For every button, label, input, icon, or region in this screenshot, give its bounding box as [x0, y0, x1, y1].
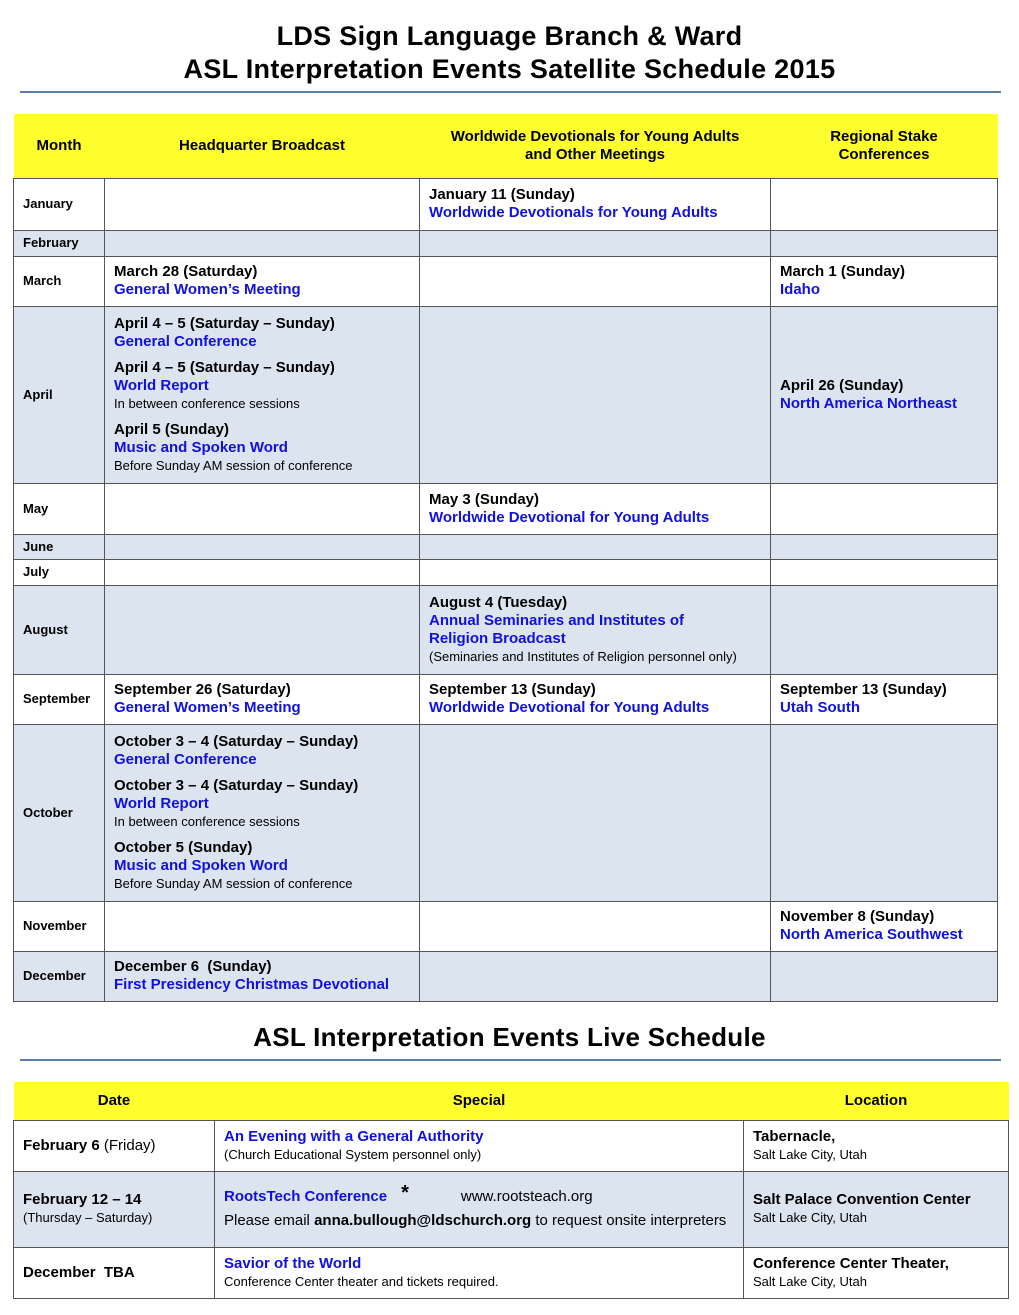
- email-suffix: to request onsite interpreters: [535, 1212, 727, 1229]
- event-date: January 11 (Sunday): [429, 186, 575, 203]
- title-divider: [20, 91, 1001, 93]
- row-march: [14, 256, 998, 306]
- row-april: [14, 306, 998, 483]
- live-date-cell: [14, 1247, 215, 1298]
- event-link[interactable]: Worldwide Devotionals for Young Adults: [429, 204, 718, 221]
- dev-cell: [420, 256, 771, 306]
- hq-cell: [105, 256, 420, 306]
- live-row: [14, 1171, 1009, 1247]
- event-link[interactable]: Annual Seminaries and Institutes of Religion Broadcast: [429, 611, 685, 647]
- live-event-note: Conference Center theater and tickets required.: [224, 1273, 499, 1289]
- event-link[interactable]: Worldwide Devotional for Young Adults: [429, 508, 710, 526]
- event-date: November 8 (Sunday): [780, 908, 935, 925]
- event-link[interactable]: Worldwide Devotional for Young Adults: [429, 699, 710, 716]
- month-label: January: [14, 178, 105, 230]
- dev-cell: [420, 534, 771, 559]
- hq-cell: [105, 230, 420, 256]
- email-prefix: Please email: [224, 1212, 310, 1229]
- hq-cell: [105, 559, 420, 585]
- event-block: [114, 777, 410, 831]
- asterisk-mark: *: [401, 1182, 409, 1204]
- hq-cell: [105, 483, 420, 534]
- event-date: April 4 – 5 (Saturday – Sunday): [114, 314, 335, 332]
- stake-cell: [771, 483, 998, 534]
- live-event-link[interactable]: An Evening with a General Authority: [224, 1127, 484, 1145]
- event-block: [114, 315, 410, 351]
- month-label: September: [14, 674, 105, 724]
- month-label: April: [14, 306, 105, 483]
- stake-cell: [771, 724, 998, 901]
- dev-cell: [420, 230, 771, 256]
- event-date: October 3 – 4 (Saturday – Sunday): [114, 732, 359, 750]
- month-label: July: [14, 559, 105, 585]
- dev-cell: [420, 483, 771, 534]
- month-label: May: [14, 483, 105, 534]
- live-event-line: [224, 1182, 734, 1206]
- event-date: December 6 (Sunday): [114, 958, 272, 975]
- row-november: [14, 901, 998, 951]
- live-special-cell: [215, 1171, 744, 1247]
- dev-cell: [420, 901, 771, 951]
- event-note: Before Sunday AM session of conference: [114, 457, 353, 473]
- row-september: [14, 674, 998, 724]
- stake-cell: [771, 951, 998, 1001]
- page-title-line1: LDS Sign Language Branch & Ward: [276, 21, 743, 51]
- event-date: March 28 (Saturday): [114, 263, 258, 280]
- live-event-note: (Church Educational System personnel only): [224, 1146, 482, 1162]
- live-schedule-table: [13, 1082, 1009, 1299]
- event-link[interactable]: Music and Spoken Word: [114, 856, 288, 874]
- live-city: Salt Lake City, Utah: [753, 1146, 867, 1162]
- hq-cell: [105, 951, 420, 1001]
- event-link[interactable]: General Conference: [114, 750, 257, 768]
- month-label: February: [14, 230, 105, 256]
- event-note: Before Sunday AM session of conference: [114, 875, 353, 891]
- live-date: February 12 – 14: [23, 1191, 142, 1208]
- event-note: In between conference sessions: [114, 813, 300, 829]
- event-date: April 4 – 5 (Saturday – Sunday): [114, 358, 335, 376]
- live-location-cell: [744, 1247, 1009, 1298]
- stake-cell: [771, 534, 998, 559]
- dev-cell: [420, 674, 771, 724]
- live-location: Tabernacle,: [753, 1127, 836, 1145]
- live-event-link[interactable]: Savior of the World: [224, 1254, 362, 1272]
- event-link[interactable]: Idaho: [780, 281, 820, 298]
- event-block: [114, 839, 410, 893]
- dev-cell: [420, 306, 771, 483]
- col-stake: Regional Stake Conferences: [771, 114, 998, 178]
- live-email-line: [224, 1212, 734, 1230]
- month-label: August: [14, 585, 105, 674]
- event-link[interactable]: General Women’s Meeting: [114, 281, 301, 298]
- row-june: [14, 534, 998, 559]
- col-location: Location: [744, 1082, 1009, 1120]
- stake-cell: [771, 559, 998, 585]
- row-may: [14, 483, 998, 534]
- col-date: Date: [14, 1082, 215, 1120]
- event-date: September 13 (Sunday): [780, 681, 947, 698]
- event-link[interactable]: World Report: [114, 794, 209, 812]
- event-link[interactable]: General Conference: [114, 332, 257, 350]
- event-date: September 13 (Sunday): [429, 681, 596, 698]
- event-block: [114, 421, 410, 475]
- live-day: (Thursday – Saturday): [23, 1210, 153, 1225]
- live-location: Salt Palace Convention Center: [753, 1191, 971, 1208]
- live-event-link[interactable]: RootsTech Conference: [224, 1188, 388, 1205]
- stake-cell: [771, 230, 998, 256]
- event-link[interactable]: Utah South: [780, 699, 860, 716]
- hq-cell: [105, 585, 420, 674]
- col-month: Month: [14, 114, 105, 178]
- row-december: [14, 951, 998, 1001]
- row-august: [14, 585, 998, 674]
- month-label: November: [14, 901, 105, 951]
- row-february: [14, 230, 998, 256]
- live-header-row: [14, 1082, 1009, 1120]
- event-date: October 5 (Sunday): [114, 838, 253, 856]
- satellite-schedule-table: [13, 114, 998, 1002]
- event-date: October 3 – 4 (Saturday – Sunday): [114, 776, 359, 794]
- col-devotionals: Worldwide Devotionals for Young Adults and Other Meetings: [420, 114, 771, 178]
- event-date: May 3 (Sunday): [429, 490, 540, 508]
- event-link[interactable]: Music and Spoken Word: [114, 438, 288, 456]
- event-note: In between conference sessions: [114, 395, 300, 411]
- event-link[interactable]: First Presidency Christmas Devotional: [114, 976, 390, 993]
- row-july: [14, 559, 998, 585]
- stake-cell: [771, 256, 998, 306]
- dev-cell: [420, 585, 771, 674]
- live-location-cell: [744, 1120, 1009, 1171]
- month-label: June: [14, 534, 105, 559]
- live-location: Conference Center Theater,: [753, 1254, 949, 1272]
- stake-cell: [771, 674, 998, 724]
- page-title-line2: ASL Interpretation Events Satellite Schedule 2015: [183, 54, 836, 84]
- row-october: [14, 724, 998, 901]
- dev-cell: [420, 724, 771, 901]
- hq-cell: [105, 674, 420, 724]
- live-city: Salt Lake City, Utah: [753, 1273, 867, 1289]
- live-row: [14, 1120, 1009, 1171]
- stake-cell: [771, 585, 998, 674]
- row-january: [14, 178, 998, 230]
- event-block: [114, 733, 410, 769]
- live-date-cell: [14, 1171, 215, 1247]
- month-label: December: [14, 951, 105, 1001]
- dev-cell: [420, 559, 771, 585]
- stake-cell: [771, 306, 998, 483]
- live-city: Salt Lake City, Utah: [753, 1210, 867, 1225]
- dev-cell: [420, 951, 771, 1001]
- stake-cell: [771, 178, 998, 230]
- month-label: October: [14, 724, 105, 901]
- email-address[interactable]: anna.bullough@ldschurch.org: [314, 1212, 532, 1229]
- month-label: March: [14, 256, 105, 306]
- hq-cell: [105, 534, 420, 559]
- event-note: (Seminaries and Institutes of Religion personnel only): [429, 648, 737, 664]
- event-date: March 1 (Sunday): [780, 263, 906, 280]
- live-location-cell: [744, 1171, 1009, 1247]
- live-day: (Friday): [103, 1136, 156, 1154]
- live-event-url[interactable]: www.rootsteach.org: [460, 1188, 593, 1205]
- event-link[interactable]: North America Northeast: [780, 394, 957, 412]
- hq-cell: [105, 178, 420, 230]
- col-headquarter: Headquarter Broadcast: [105, 114, 420, 178]
- event-link[interactable]: North America Southwest: [780, 926, 963, 943]
- event-date: August 4 (Tuesday): [429, 593, 568, 611]
- live-special-cell: [215, 1120, 744, 1171]
- col-special: Special: [215, 1082, 744, 1120]
- hq-cell: [105, 724, 420, 901]
- live-schedule-title: ASL Interpretation Events Live Schedule: [253, 1022, 766, 1052]
- event-date: April 26 (Sunday): [780, 376, 904, 394]
- event-block: [114, 359, 410, 413]
- live-date: February 6: [23, 1136, 100, 1154]
- event-date: September 26 (Saturday): [114, 681, 291, 698]
- dev-cell: [420, 178, 771, 230]
- event-date: April 5 (Sunday): [114, 420, 230, 438]
- event-link[interactable]: World Report: [114, 376, 209, 394]
- hq-cell: [105, 901, 420, 951]
- live-special-cell: [215, 1247, 744, 1298]
- live-date-cell: [14, 1120, 215, 1171]
- live-title-divider: [20, 1059, 1001, 1061]
- hq-cell: [105, 306, 420, 483]
- live-row: [14, 1247, 1009, 1298]
- event-link[interactable]: General Women’s Meeting: [114, 699, 301, 716]
- live-date: December TBA: [23, 1263, 135, 1281]
- stake-cell: [771, 901, 998, 951]
- satellite-header-row: [14, 114, 998, 178]
